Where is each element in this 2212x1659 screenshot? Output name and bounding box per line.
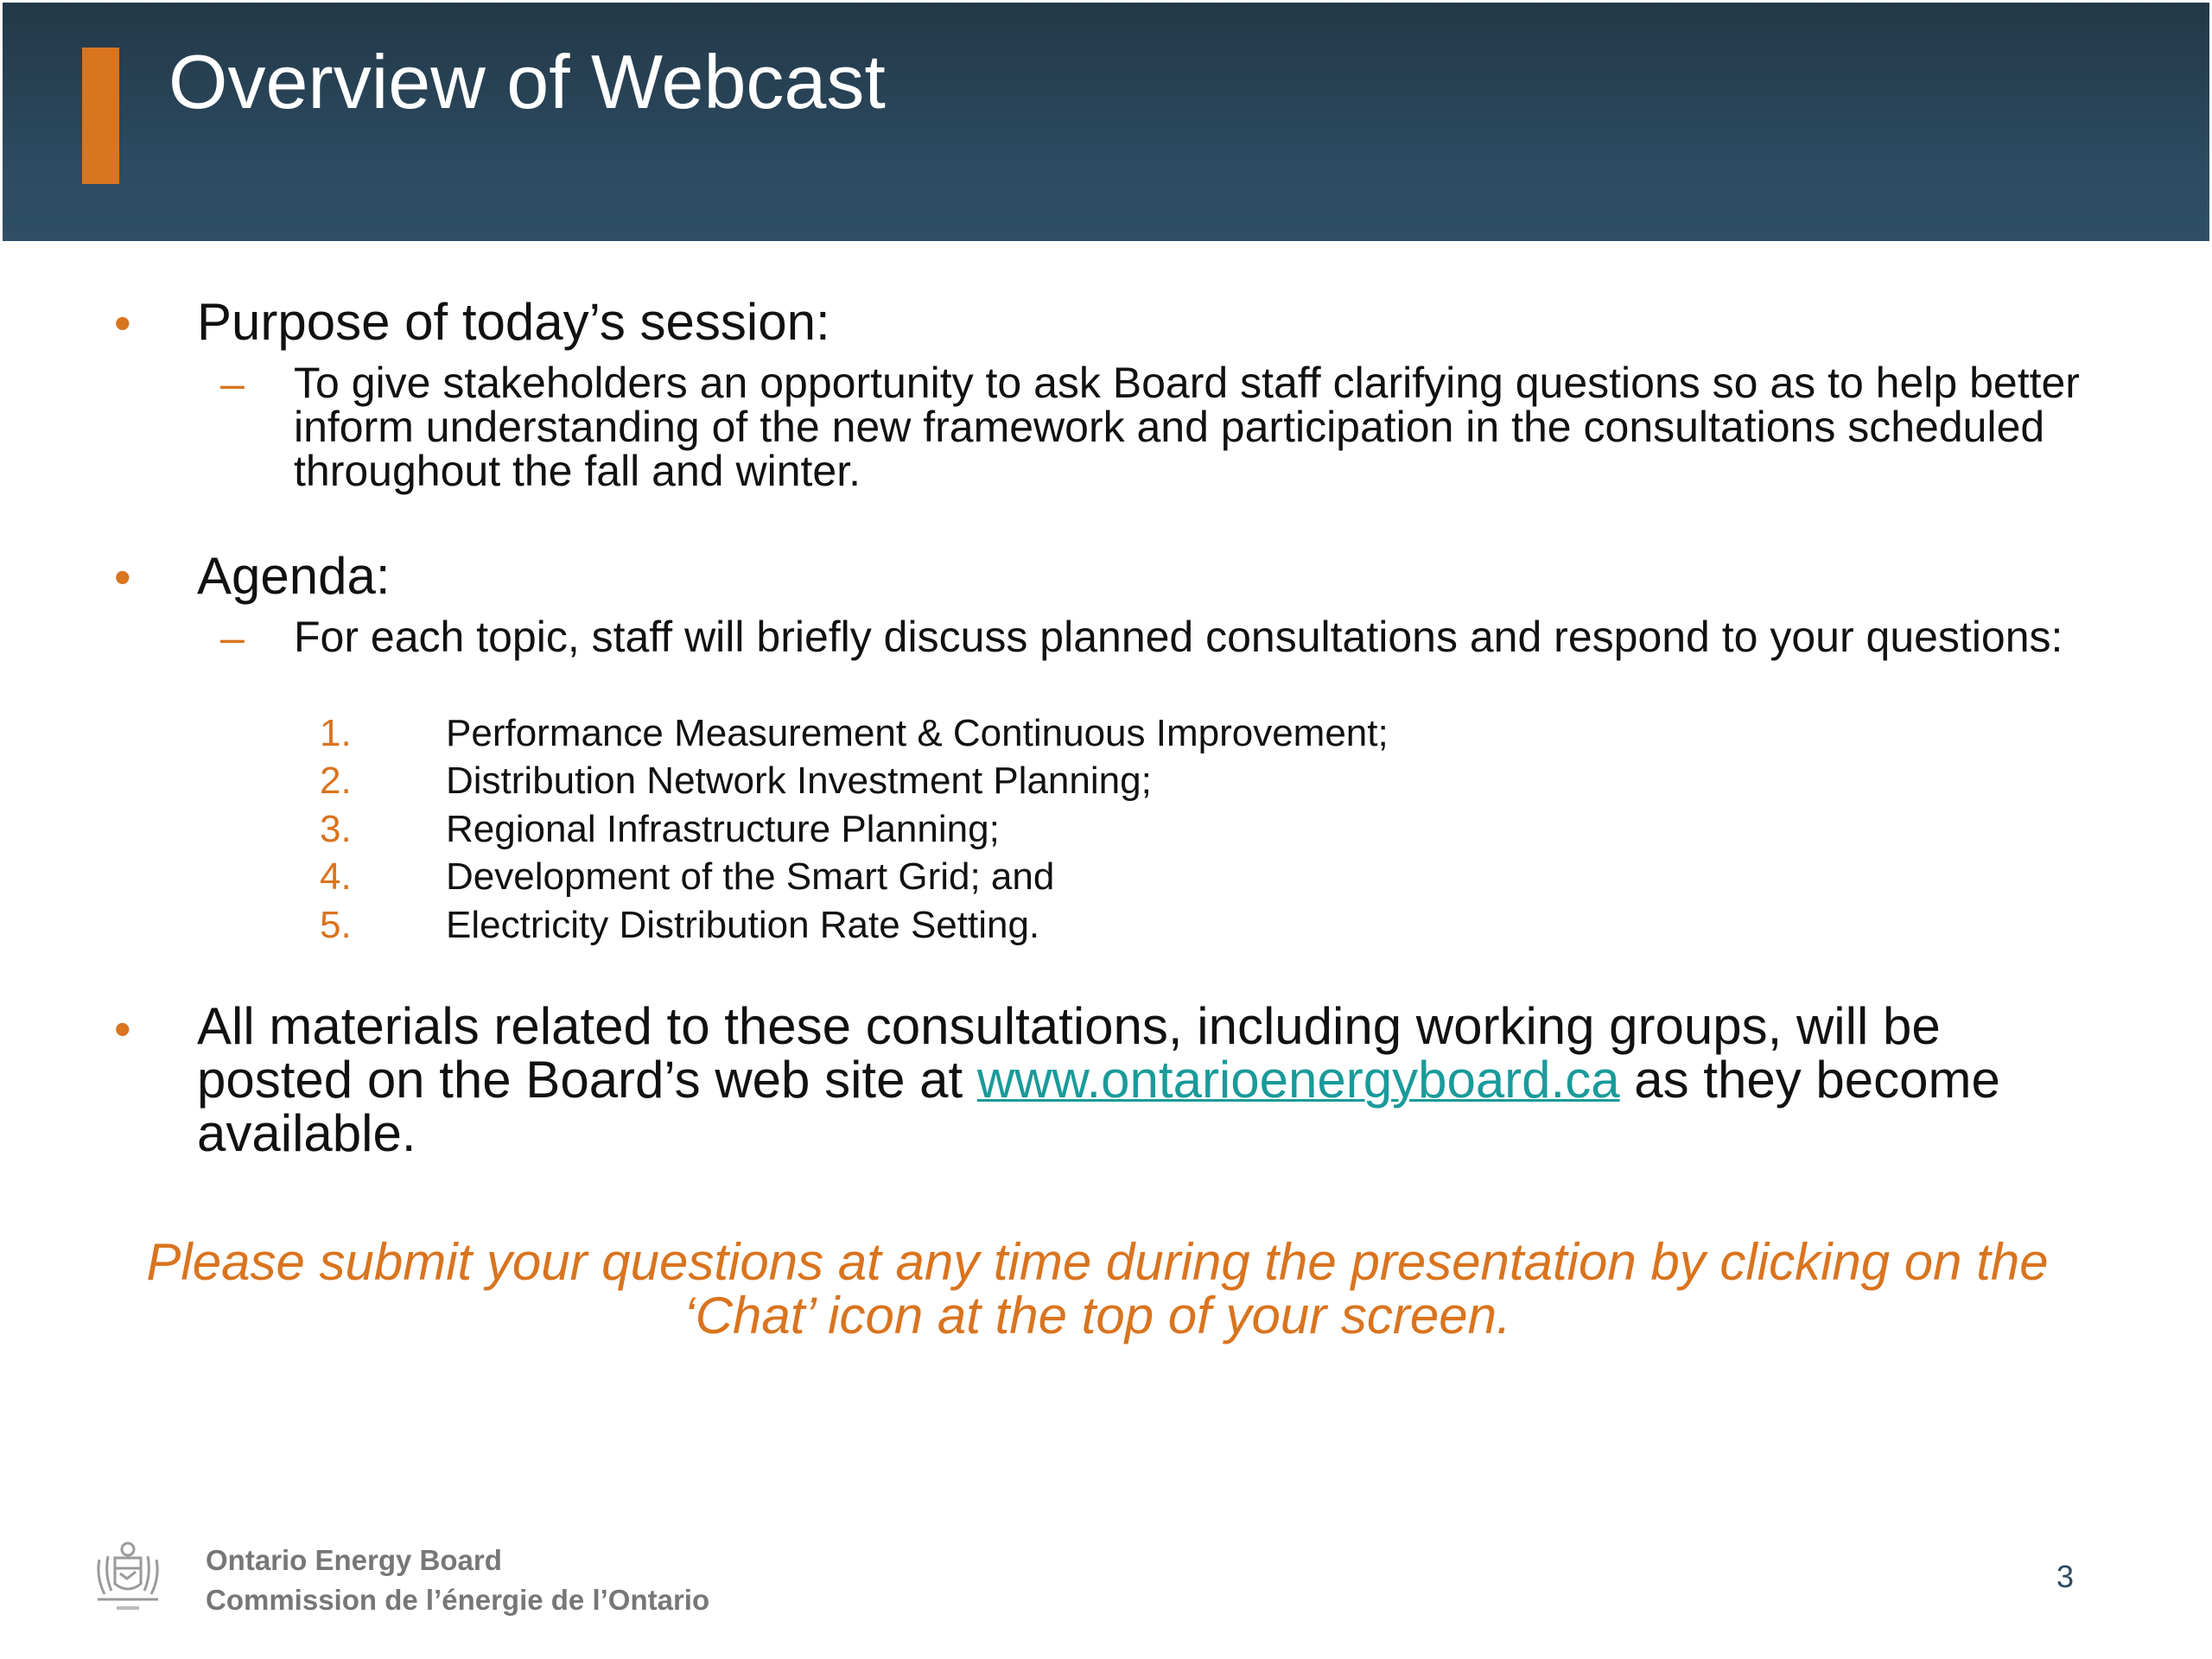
dash-marker: –	[220, 613, 245, 662]
agenda-item: Performance Measurement & Continuous Improvement;	[446, 712, 1389, 754]
agenda-item-number: 2.	[320, 760, 352, 802]
purpose-heading: Purpose of today’s session:	[197, 293, 830, 351]
website-link[interactable]: www.ontarioenergyboard.ca	[976, 1051, 1620, 1109]
dash-marker: –	[220, 359, 245, 408]
materials-text: All materials related to these consultations, including working groups, will be posted on the Board’s web site at	[197, 997, 1941, 1109]
agenda-heading: Agenda:	[197, 547, 391, 605]
header-accent-bar	[82, 48, 119, 184]
bullet-marker: •	[114, 550, 131, 604]
agenda-item-number: 5.	[320, 904, 352, 946]
org-name-french: Commission de l’énergie de l’Ontario	[206, 1584, 710, 1616]
agenda-item: Electricity Distribution Rate Setting.	[446, 904, 1040, 946]
materials-paragraph	[197, 997, 2098, 1162]
materials-text-end: as they become available.	[197, 1051, 2000, 1162]
agenda-item-number: 4.	[320, 855, 352, 898]
bullet-marker: •	[114, 296, 131, 350]
agenda-item: Regional Infrastructure Planning;	[446, 808, 1000, 850]
ontario-coat-of-arms-icon	[89, 1534, 167, 1613]
org-name-english: Ontario Energy Board	[206, 1544, 502, 1576]
purpose-description: To give stakeholders an opportunity to ask Board staff clarifying questions so as to help better inform understanding of the new framework and participation in the consultations scheduled throughout the fall and winter.	[294, 359, 2080, 495]
agenda-item: Development of the Smart Grid; and	[446, 855, 1055, 898]
bullet-marker: •	[114, 1001, 131, 1056]
agenda-item: Distribution Network Investment Planning;	[446, 760, 1152, 802]
page-number: 3	[2056, 1559, 2075, 1594]
footer-organization	[206, 1541, 709, 1620]
agenda-item-number: 3.	[320, 808, 352, 850]
chat-instruction-note: Please submit your questions at any time during the presentation by clicking on the ‘Chat’ icon at the top of your screen.	[146, 1233, 2049, 1344]
slide-title: Overview of Webcast	[168, 39, 886, 124]
agenda-description: For each topic, staff will briefly discuss planned consultations and respond to your questions:	[294, 613, 2063, 661]
agenda-item-number: 1.	[320, 712, 352, 754]
